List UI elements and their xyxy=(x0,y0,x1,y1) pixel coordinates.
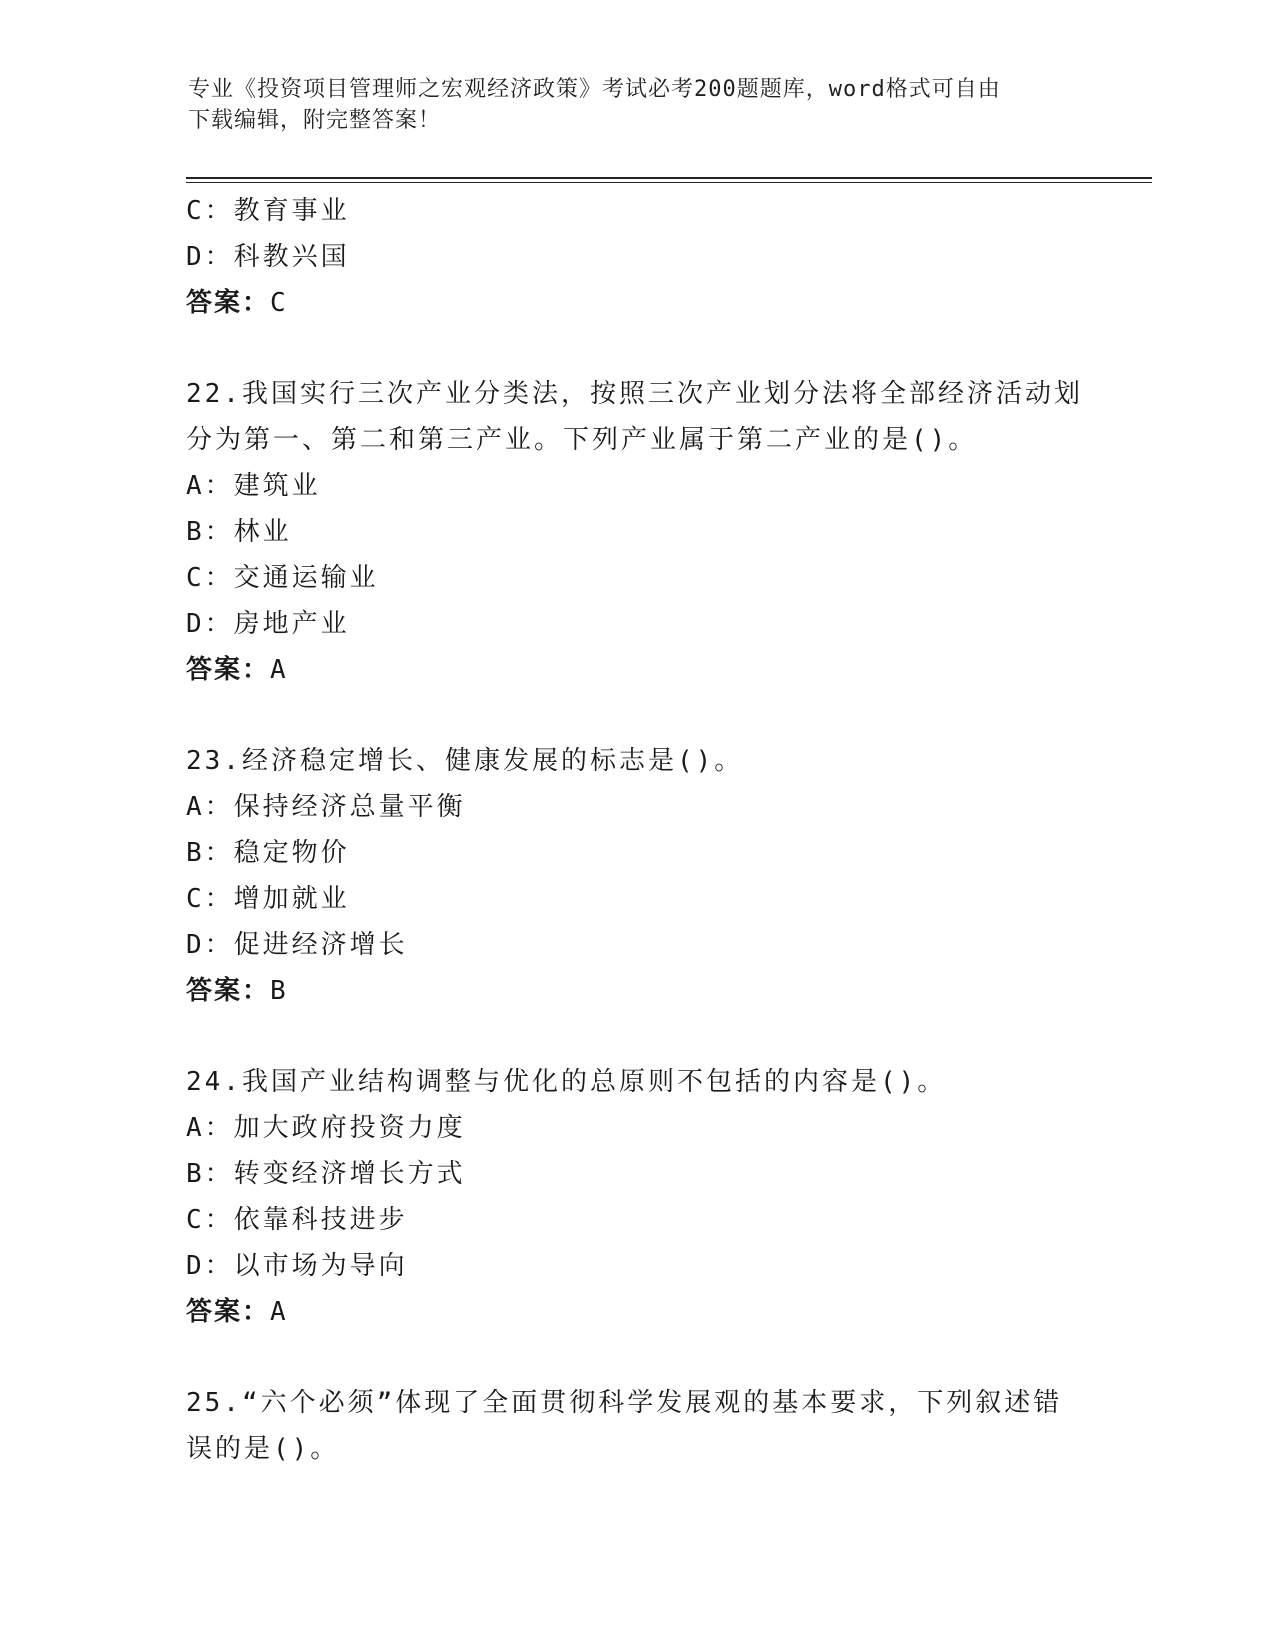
option-c: C：增加就业 xyxy=(186,884,350,914)
option-c: C：依靠科技进步 xyxy=(186,1205,408,1235)
answer-line xyxy=(186,647,1106,693)
option-c: C：教育事业 xyxy=(186,196,350,226)
header-line-2: 下载编辑，附完整答案！ xyxy=(188,108,442,133)
answer-label: 答案： xyxy=(186,1297,271,1327)
option-d: D：房地产业 xyxy=(186,609,350,639)
option-d: D：以市场为导向 xyxy=(186,1251,408,1281)
answer-label: 答案： xyxy=(186,288,271,318)
question-stem-line: 22.我国实行三次产业分类法，按照三次产业划分法将全部经济活动划 xyxy=(186,379,1083,409)
option-a: A：建筑业 xyxy=(186,471,321,501)
answer-line xyxy=(186,1289,1106,1335)
question-25 xyxy=(186,1380,1106,1472)
option-a: A：保持经济总量平衡 xyxy=(186,792,466,822)
question-stem-line: 25.“六个必须”体现了全面贯彻科学发展观的基本要求，下列叙述错 xyxy=(186,1388,1063,1418)
question-21-tail xyxy=(186,188,1106,326)
page-header xyxy=(188,74,1088,136)
spacer xyxy=(186,326,1106,371)
option-a: A：加大政府投资力度 xyxy=(186,1113,466,1143)
answer-line xyxy=(186,968,1106,1014)
header-rule-thick xyxy=(186,177,1152,179)
spacer xyxy=(186,1335,1106,1380)
option-c: C：交通运输业 xyxy=(186,563,379,593)
option-b: B：转变经济增长方式 xyxy=(186,1159,466,1189)
answer-line xyxy=(186,280,1106,326)
option-b: B：林业 xyxy=(186,517,292,547)
spacer xyxy=(186,693,1106,738)
option-b: B：稳定物价 xyxy=(186,838,350,868)
answer-value: B xyxy=(270,976,288,1006)
question-23 xyxy=(186,738,1106,1014)
answer-value: A xyxy=(270,1297,288,1327)
answer-value: C xyxy=(270,288,288,318)
question-stem-line: 误的是()。 xyxy=(186,1434,340,1464)
question-stem-line: 分为第一、第二和第三产业。下列产业属于第二产业的是()。 xyxy=(186,425,978,455)
answer-label: 答案： xyxy=(186,976,271,1006)
header-line-1: 专业《投资项目管理师之宏观经济政策》考试必考200题题库，word格式可自由 xyxy=(188,77,1001,102)
option-d: D：促进经济增长 xyxy=(186,930,408,960)
question-24 xyxy=(186,1059,1106,1335)
header-rule-thin xyxy=(186,182,1152,183)
question-22 xyxy=(186,371,1106,693)
answer-label: 答案： xyxy=(186,655,271,685)
question-content xyxy=(186,188,1106,1472)
question-stem-line: 23.经济稳定增长、健康发展的标志是()。 xyxy=(186,746,744,776)
spacer xyxy=(186,1014,1106,1059)
question-stem-line: 24.我国产业结构调整与优化的总原则不包括的内容是()。 xyxy=(186,1067,947,1097)
answer-value: A xyxy=(270,655,288,685)
option-d: D：科教兴国 xyxy=(186,242,350,272)
